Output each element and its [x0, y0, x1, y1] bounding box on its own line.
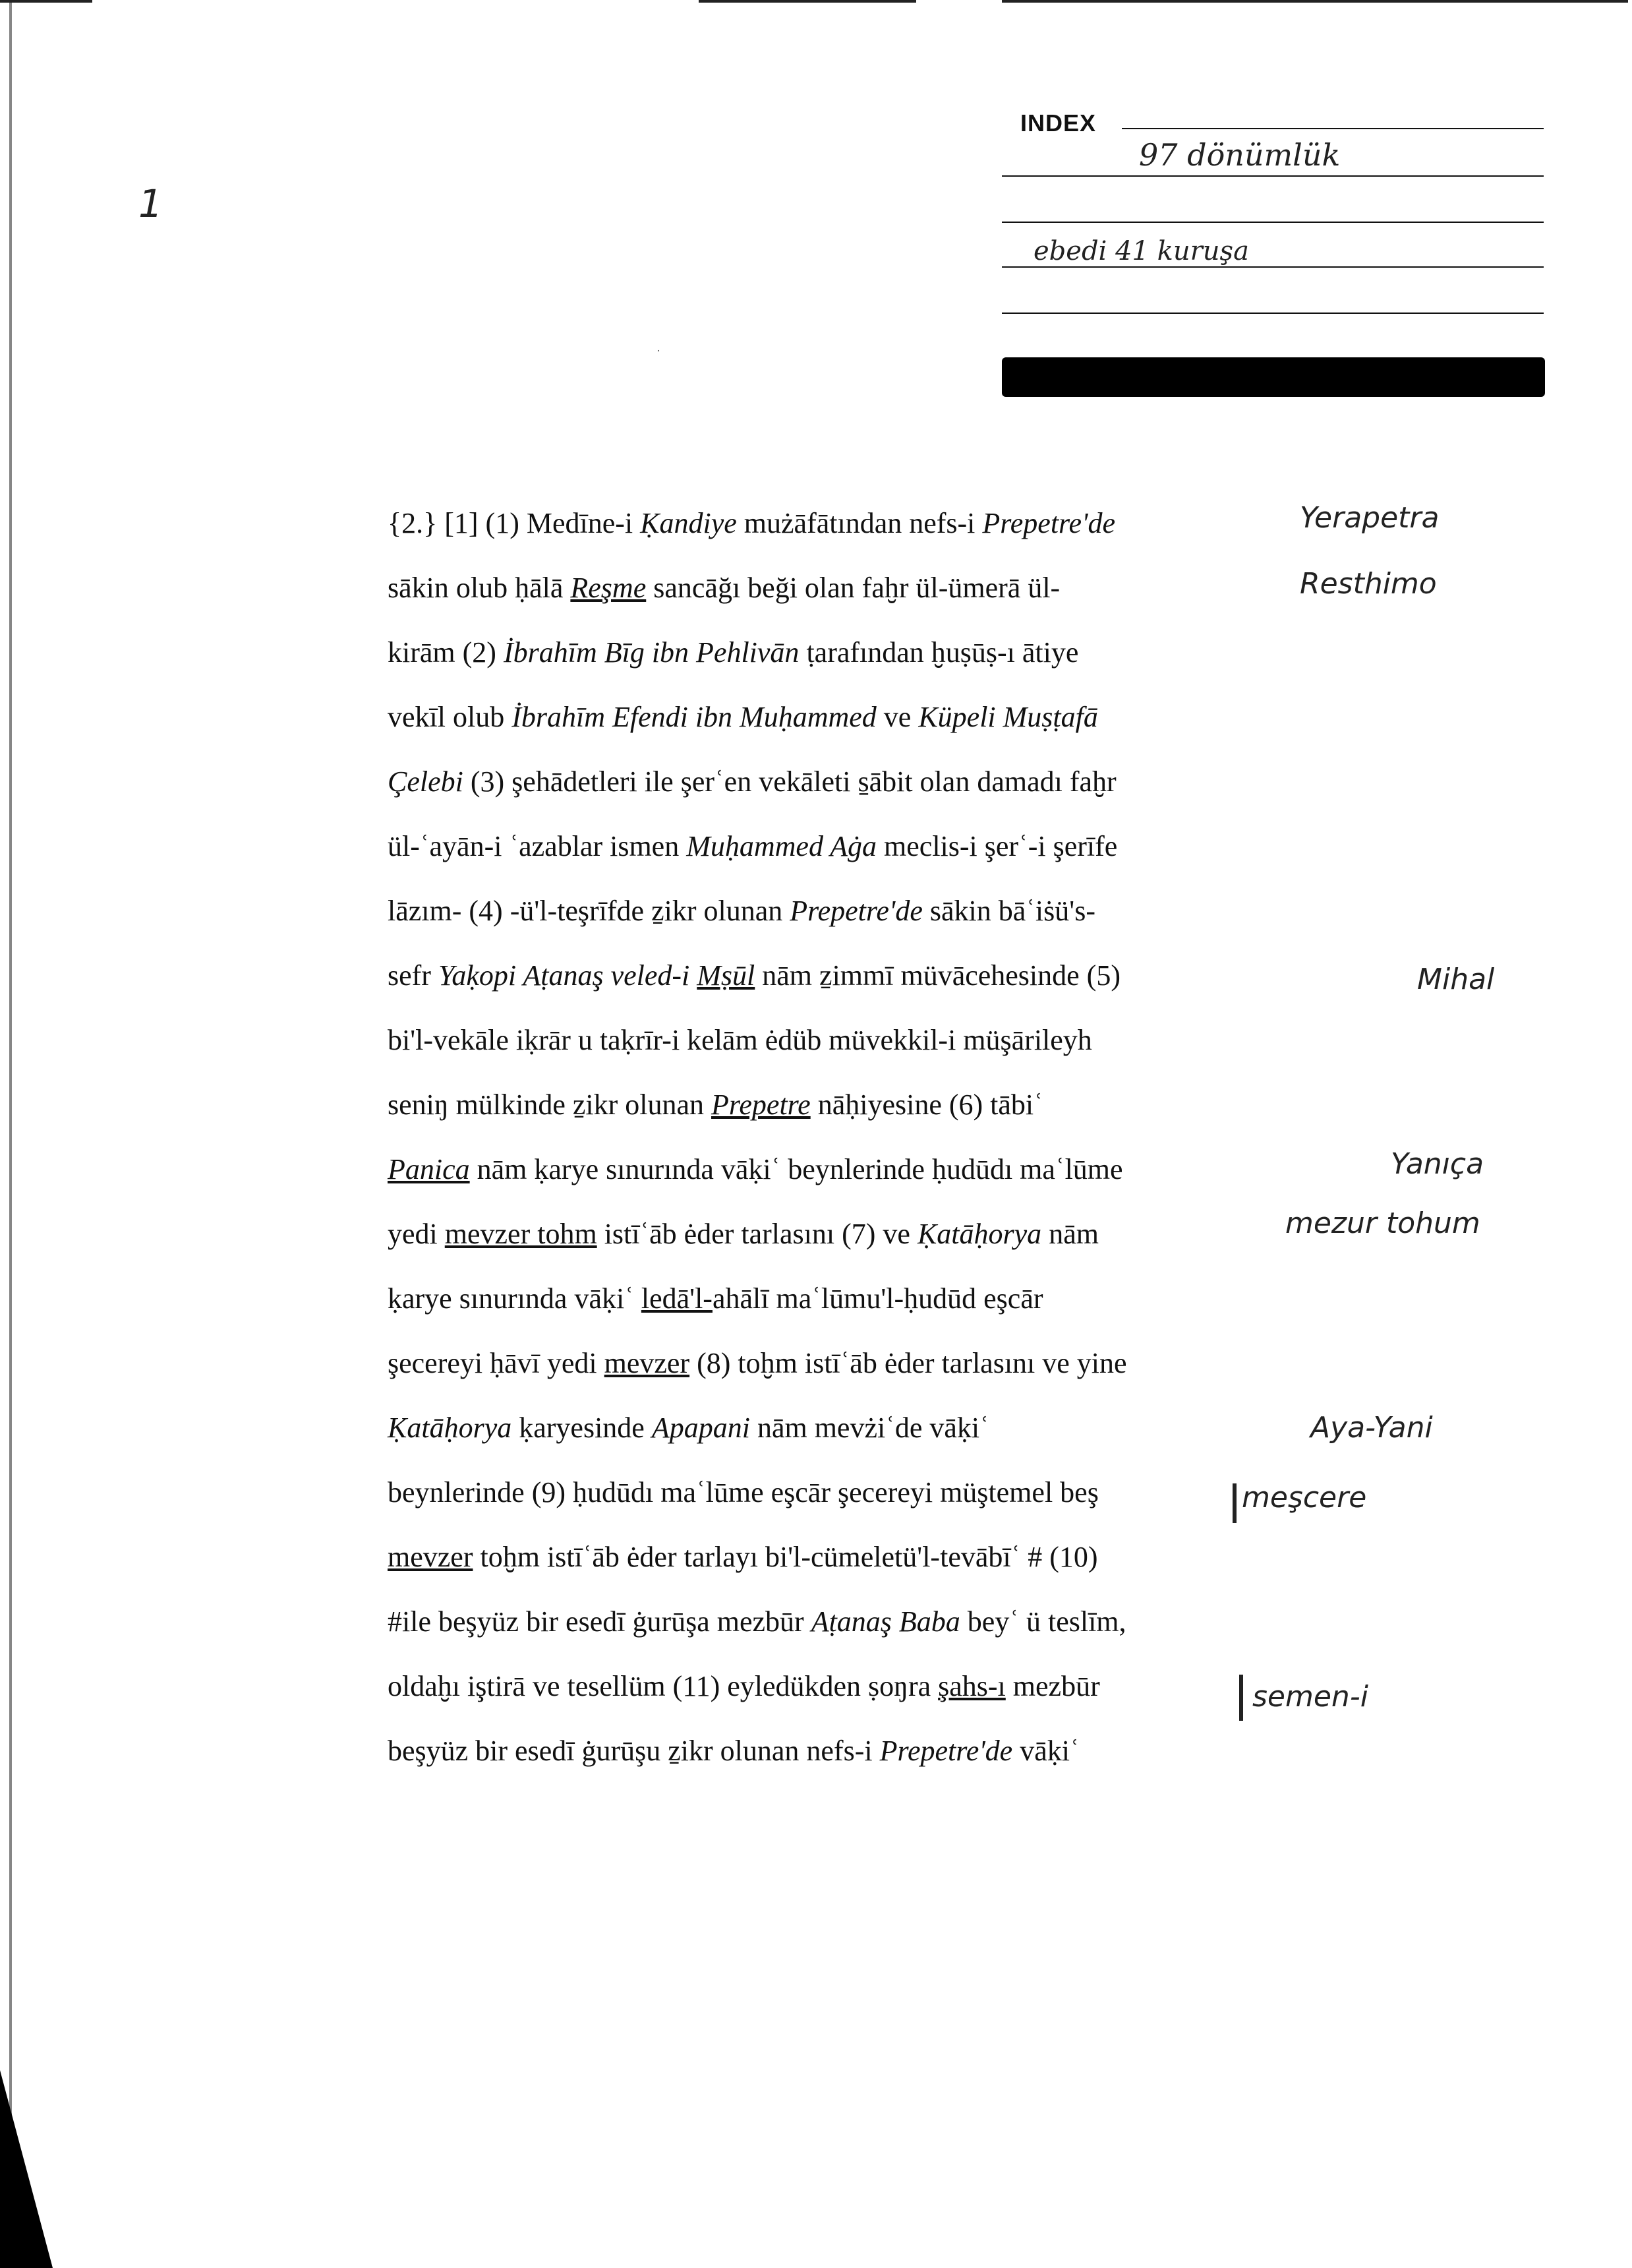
text-line: [388, 1152, 1123, 1186]
text-segment: Yaḳopi Aṭanaş veled-i: [438, 959, 697, 992]
text-segment: İbrahīm Bīg ibn Pehlivān: [503, 636, 800, 669]
index-box: [1001, 99, 1545, 402]
text-segment: Küpeli Muṣṭafā: [918, 701, 1098, 733]
margin-note: Yanıça: [1391, 1147, 1484, 1181]
text-segment: Apapani: [651, 1412, 750, 1444]
text-segment: {2.} [1] (1) Medīne-i: [388, 507, 641, 539]
text-segment: kirām (2): [388, 636, 504, 669]
text-line: [388, 1734, 1080, 1768]
text-segment: Çelebi: [388, 765, 463, 798]
text-segment: vekīl olub: [388, 701, 512, 733]
text-segment: mużāfātından nefs-i: [736, 507, 983, 539]
index-handwritten-line-1: 97 dönümlük: [1139, 137, 1341, 173]
text-segment: ḳarye sınurında vāḳiʿ: [388, 1282, 641, 1315]
margin-note: Mihal: [1417, 963, 1495, 996]
text-segment: sākin olub ḥālā: [388, 572, 571, 604]
text-line: [388, 1476, 1099, 1509]
text-segment: Prepetre: [711, 1089, 811, 1121]
margin-note: meşcere: [1242, 1481, 1367, 1514]
text-segment: (8) toḫm istīʿāb ėder tarlasını ve yine: [689, 1347, 1127, 1379]
text-segment: vāḳiʿ: [1012, 1735, 1080, 1767]
text-segment: mezbūr: [1005, 1670, 1100, 1702]
index-handwritten-line-2: ebedi 41 kuruşa: [1034, 236, 1249, 266]
text-segment: Aṭanaş Baba: [811, 1605, 960, 1638]
text-segment: ahālī maʿlūmu'l-ḥudūd eşcār: [712, 1282, 1043, 1315]
index-rule-1: [1122, 128, 1544, 129]
text-segment: sefr: [388, 959, 438, 992]
margin-note: Resthimo: [1300, 567, 1437, 601]
text-segment: sancāğı beği olan faḫr ül-ümerā ül-: [646, 572, 1061, 604]
margin-note: Yerapetra: [1300, 501, 1440, 535]
text-segment: şecereyi ḥāvī yedi: [388, 1347, 604, 1379]
text-segment: yedi: [388, 1218, 445, 1250]
text-line: [388, 506, 1115, 540]
text-segment: mevzer: [604, 1347, 690, 1379]
text-line: [388, 636, 1078, 669]
scan-corner-shadow: [0, 2070, 53, 2268]
text-line: [388, 765, 1117, 798]
text-segment: ül-ʿayān-i ʿazablar ismen: [388, 830, 687, 862]
index-rule-4: [1002, 266, 1544, 268]
text-segment: Mṣūl: [697, 959, 755, 992]
text-segment: oldaḫı iştirā ve tesellüm (11) eyledükden ṣoŋra: [388, 1670, 939, 1702]
text-line: [388, 1023, 1092, 1057]
text-segment: nāḥiyesine (6) tābiʿ: [810, 1089, 1043, 1121]
text-line: [388, 1605, 1126, 1638]
index-rule-2: [1002, 175, 1544, 177]
stray-mark: ·: [656, 344, 660, 357]
text-segment: seniŋ mülkinde ẕikr olunan: [388, 1089, 712, 1121]
text-segment: meclis-i şerʿ-i şerīfe: [877, 830, 1118, 862]
index-redaction-bar: [1002, 357, 1545, 397]
index-rule-5: [1002, 313, 1544, 314]
text-segment: ḳaryesinde: [511, 1412, 652, 1444]
text-line: [388, 571, 1060, 605]
text-line: [388, 1669, 1100, 1703]
text-segment: Panica: [388, 1153, 470, 1185]
text-line: [388, 1346, 1127, 1380]
text-line: [388, 894, 1095, 928]
text-segment: Reşme: [570, 572, 647, 604]
text-line: [388, 1411, 989, 1445]
text-segment: ledā'l-: [641, 1282, 713, 1315]
text-segment: Prepetre'de: [982, 507, 1116, 539]
text-segment: nām ẕimmī müvācehesinde (5): [755, 959, 1121, 992]
text-segment: nām mevżiʿde vāḳiʿ: [749, 1412, 989, 1444]
text-segment: Prepetre'de: [879, 1735, 1013, 1767]
margin-note: semen-i: [1252, 1680, 1368, 1714]
text-segment: ṭarafından ḫuṣūṣ-ı ātiye: [799, 636, 1079, 669]
text-segment: şahs-ı: [938, 1670, 1006, 1702]
text-line: [388, 1088, 1043, 1121]
top-edge-mark-center: [699, 0, 916, 3]
text-line: [388, 959, 1121, 992]
text-segment: istīʿāb ėder tarlasını (7) ve: [597, 1218, 918, 1250]
text-segment: mevzer tohm: [444, 1218, 597, 1250]
page-edge: [9, 0, 12, 2268]
text-segment: Ḳatāḥorya: [388, 1412, 512, 1444]
text-segment: beynlerinde (9) ḥudūdı maʿlūme eşcār şecereyi müştemel beş: [388, 1476, 1099, 1508]
text-segment: İbrahīm Efendi ibn Muḥammed: [511, 701, 877, 733]
text-segment: lāzım- (4) -ü'l-teşrīfde ẕikr olunan: [388, 895, 790, 927]
text-segment: Muḥammed Aġa: [686, 830, 877, 862]
text-line: [388, 700, 1098, 734]
page-number: 1: [138, 181, 163, 226]
text-segment: (3) şehādetleri ile şerʿen vekāleti s̱ābit olan damadı faḫr: [463, 765, 1117, 798]
text-segment: beyʿ ü teslīm,: [960, 1605, 1126, 1638]
top-edge-mark-right: [1002, 0, 1628, 3]
index-rule-3: [1002, 222, 1544, 223]
margin-bracket: [1233, 1483, 1237, 1523]
text-segment: #ile beşyüz bir esedī ġurūşa mezbūr: [388, 1605, 811, 1638]
top-edge-mark-left: [0, 0, 92, 3]
text-segment: mevzer: [388, 1541, 473, 1573]
text-line: [388, 1217, 1099, 1251]
text-line: [388, 1282, 1043, 1315]
text-segment: toḫm istīʿāb ėder tarlayı bi'l-cümeletü'l-tevābīʿ # (10): [473, 1541, 1098, 1573]
text-segment: bi'l-vekāle iḳrār u taḳrīr-i kelām ėdüb müvekkil-i müşārileyh: [388, 1024, 1092, 1056]
text-line: [388, 1540, 1098, 1574]
text-segment: Prepetre'de: [790, 895, 923, 927]
text-segment: Ḳatāḥorya: [917, 1218, 1042, 1250]
margin-note: Aya-Yani: [1310, 1411, 1433, 1445]
index-label: INDEX: [1020, 109, 1097, 136]
text-segment: beşyüz bir esedī ġurūşu ẕikr olunan nefs-i: [388, 1735, 880, 1767]
margin-note: mezur tohum: [1285, 1207, 1480, 1240]
text-segment: nām ḳarye sınurında vāḳiʿ beynlerinde ḥudūdı maʿlūme: [469, 1153, 1123, 1185]
text-segment: ve: [876, 701, 919, 733]
text-segment: sākin bāʿiṡü's-: [922, 895, 1095, 927]
margin-bracket: [1239, 1675, 1243, 1721]
text-segment: Ḳandiye: [640, 507, 737, 539]
text-line: [388, 829, 1117, 863]
text-segment: nām: [1041, 1218, 1099, 1250]
